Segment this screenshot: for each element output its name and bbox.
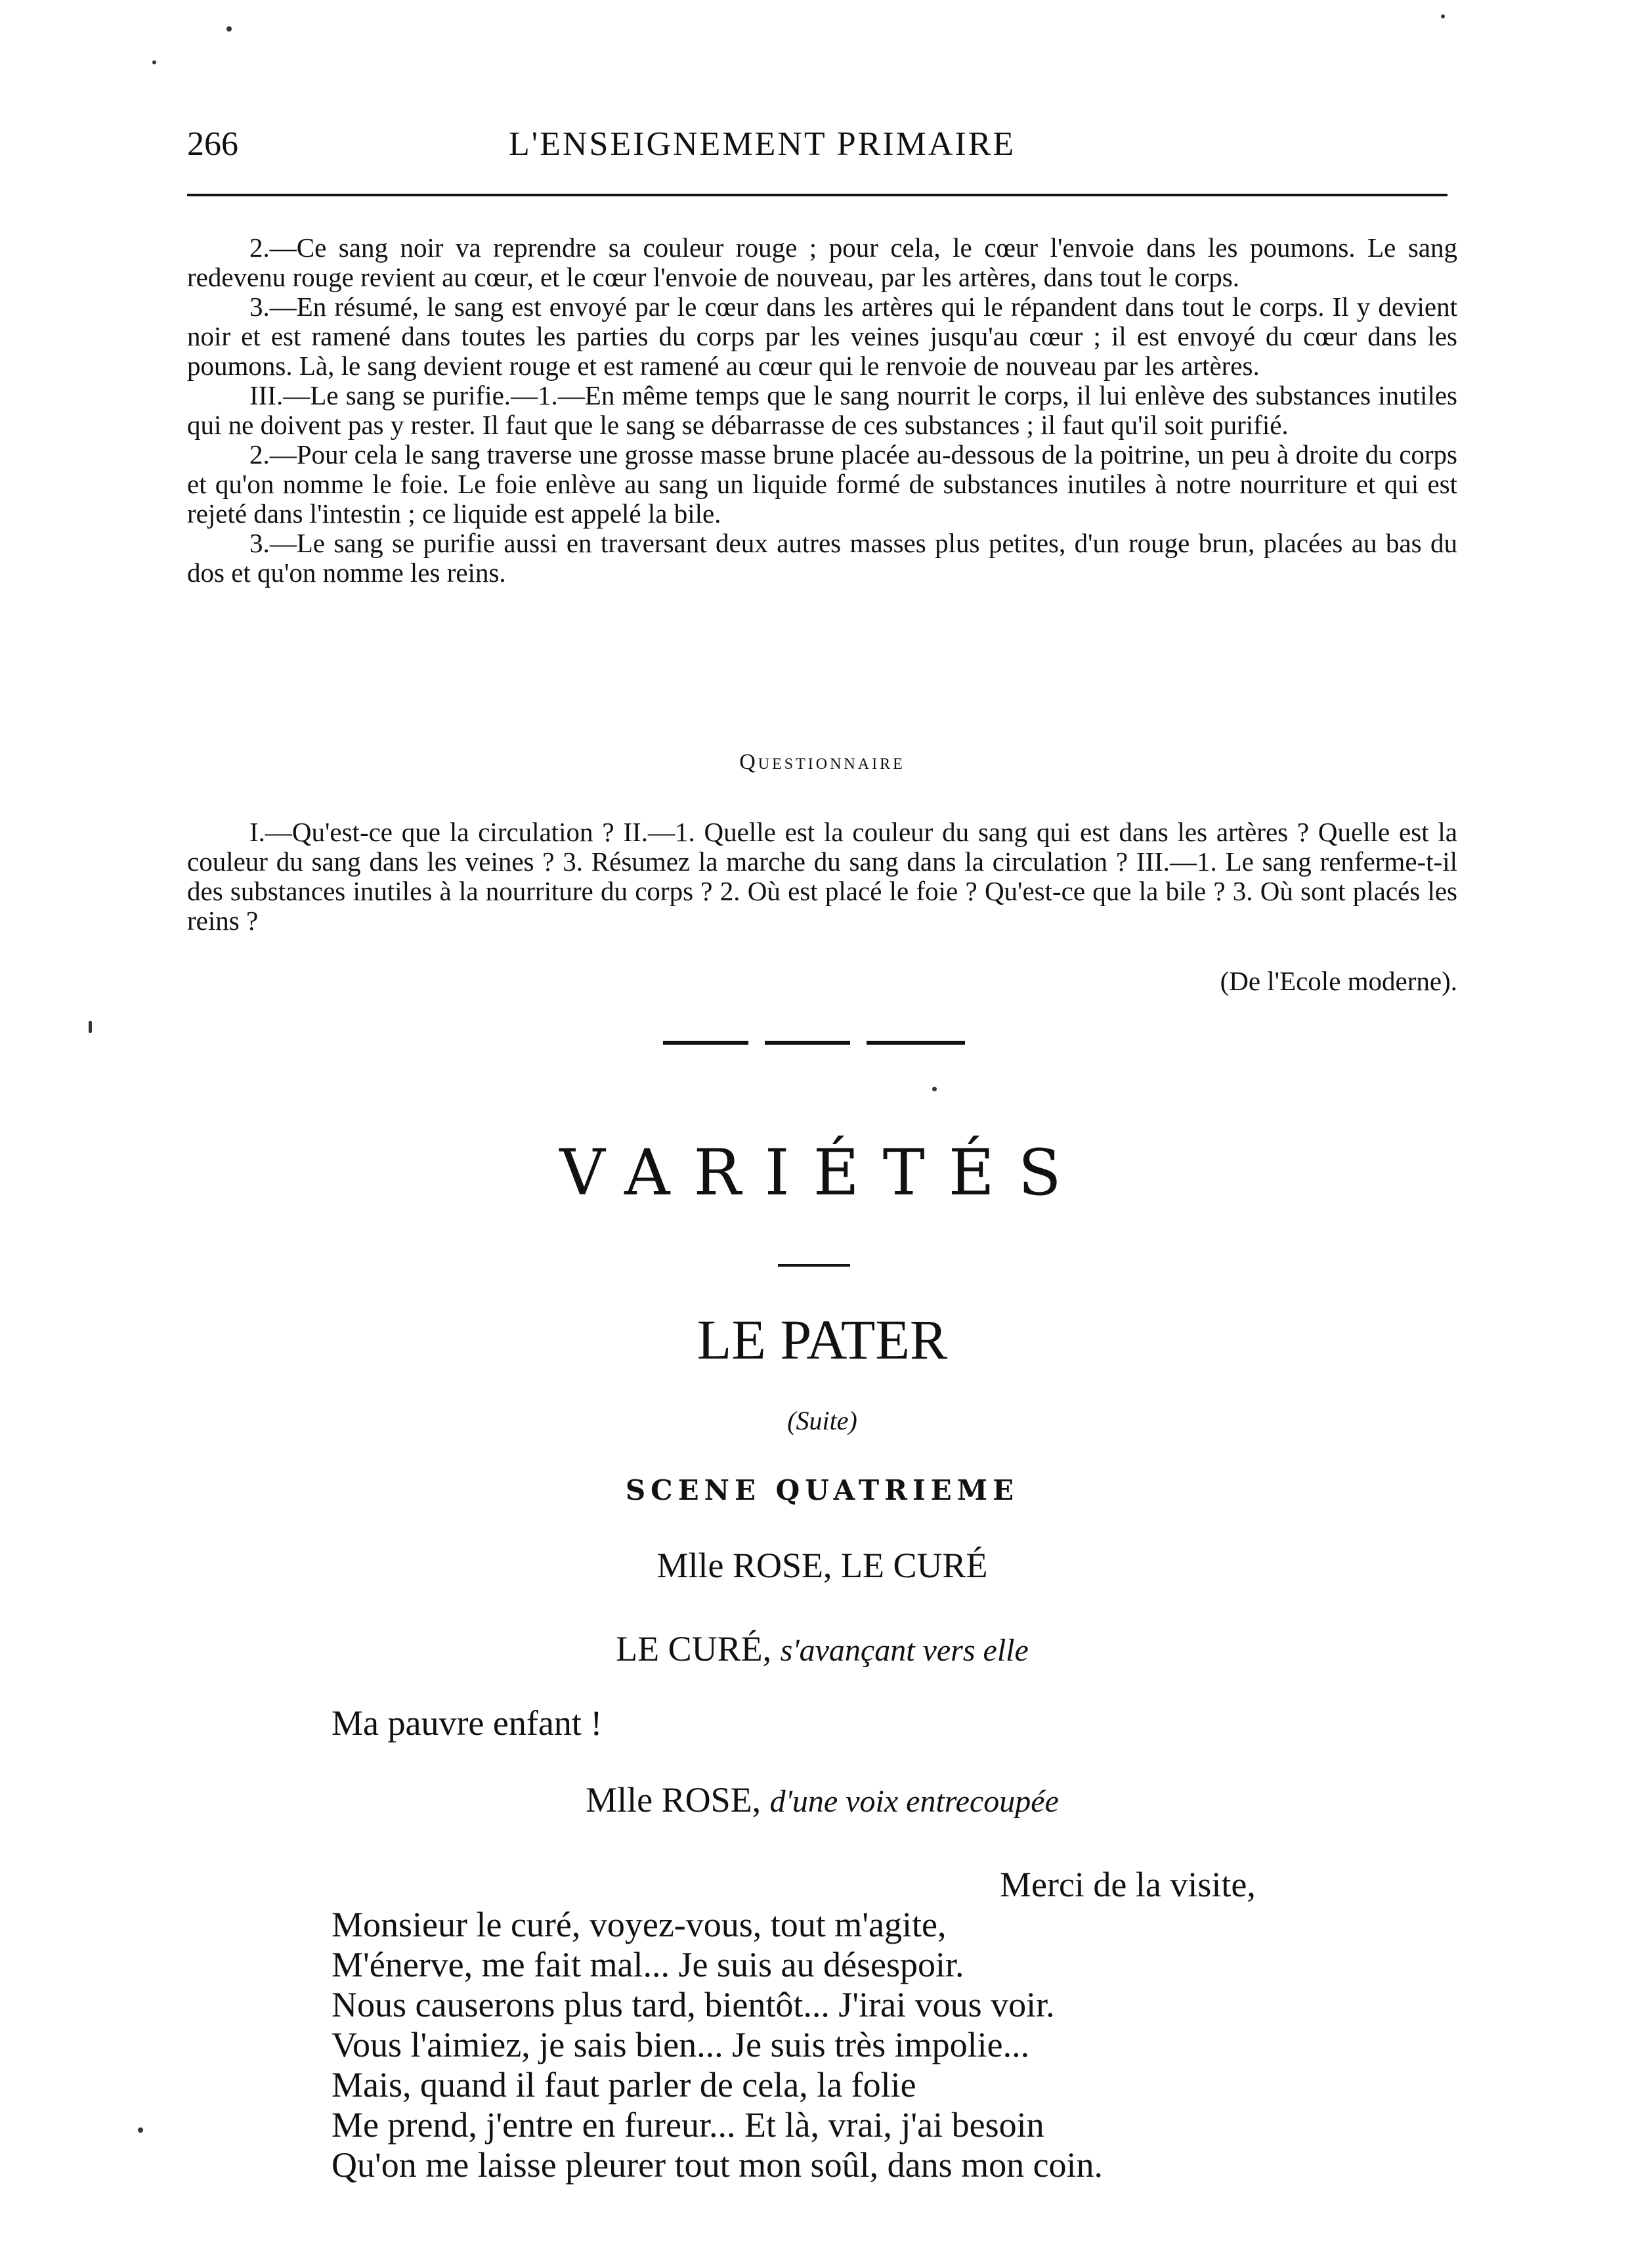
verse-line: Me prend, j'entre en fureur... Et là, vrai, j'ai besoin	[332, 2105, 1044, 2145]
verse-line: Nous causerons plus tard, bientôt... J'irai vous voir.	[332, 1985, 1055, 2024]
paragraph: 3.—En résumé, le sang est envoyé par le cœur dans les artères qui le répandent dans tout le corps. Il y devient noir et est ramené dans toutes les parties du corps par les veines jusqu'au cœur ; il est envoyé du cœur dans les poumons. Là, le sang devient rouge et est ramené au cœur qui le renvoie de nouveau par les artères.	[187, 292, 1457, 381]
section-title: VARIÉTÉS	[559, 1136, 1085, 1210]
verse-line: Monsieur le curé, voyez-vous, tout m'agite,	[332, 1905, 947, 1944]
scan-speck	[932, 1087, 937, 1091]
scan-speck	[226, 26, 232, 32]
speaker-heading	[187, 1628, 1457, 1669]
characters-list: Mlle ROSE, LE CURÉ	[656, 1546, 988, 1585]
paragraph: 2.—Ce sang noir va reprendre sa couleur rouge ; pour cela, le cœur l'envoie dans les poumons. Le sang redevenu rouge revient au cœur, et le cœur l'envoie de nouveau, par les artères, dans tout le corps.	[187, 232, 1457, 292]
speaker-name: LE CURÉ,	[616, 1629, 772, 1668]
scan-speck	[1441, 14, 1445, 18]
section-rule	[778, 1264, 850, 1267]
stage-direction: s'avançant vers elle	[780, 1633, 1029, 1668]
verse-line: Vous l'aimiez, je sais bien... Je suis très impolie...	[332, 2025, 1030, 2064]
paragraph: III.—Le sang se purifie.—1.—En même temps que le sang nourrit le corps, il lui enlève des substances inutiles qui ne doivent pas y rester. Il faut que le sang se débarrasse de ces substances ; il faut qu'il soit purifié.	[187, 380, 1457, 440]
questionnaire-title: Questionnaire	[739, 750, 905, 774]
scan-speck	[89, 1021, 92, 1033]
ornamental-rule	[663, 1041, 965, 1047]
scan-speck	[138, 2127, 143, 2133]
paragraph: 2.—Pour cela le sang traverse une grosse masse brune placée au-dessous de la poitrine, un peu à droite du corps et qu'on nomme le foie. Le foie enlève au sang un liquide formé de substances inutiles à notre nourriture et qui est rejeté dans l'intestin ; ce liquide est appelé la bile.	[187, 439, 1457, 529]
verse-line: Qu'on me laisse pleurer tout mon soûl, dans mon coin.	[332, 2145, 1104, 2185]
verse-line: Mais, quand il faut parler de cela, la folie	[332, 2065, 916, 2104]
paragraph: 3.—Le sang se purifie aussi en traversant deux autres masses plus petites, d'un rouge brun, placées au bas du dos et qu'on nomme les reins.	[187, 528, 1457, 588]
questionnaire-text: I.—Qu'est-ce que la circulation ? II.—1. Quelle est la couleur du sang qui est dans les artères ? Quelle est la couleur du sang dans les veines ? 3. Résumez la marche du sang dans la circulation ? III.—1. Le sang renferme-t-il des substances inutiles à la nourriture du corps ? 2. Où est placé le foie ? Qu'est-ce que la bile ? 3. Où sont placés les reins ?	[187, 817, 1457, 936]
scene-title: SCENE QUATRIEME	[625, 1474, 1019, 1506]
running-title: L'ENSEIGNEMENT PRIMAIRE	[509, 125, 1016, 163]
piece-title: LE PATER	[697, 1308, 948, 1371]
page-header	[187, 125, 1448, 177]
piece-subtitle: (Suite)	[787, 1406, 857, 1435]
header-rule	[187, 194, 1448, 196]
article-body	[187, 233, 1457, 588]
dialogue-line: Ma pauvre enfant !	[332, 1703, 603, 1743]
source-citation: (De l'Ecole moderne).	[1220, 966, 1457, 996]
scan-speck	[152, 60, 156, 64]
speaker-heading	[187, 1779, 1457, 1820]
speaker-name: Mlle ROSE,	[586, 1780, 761, 1820]
verse-line: Merci de la visite,	[1000, 1865, 1256, 1904]
stage-direction: d'une voix entrecoupée	[769, 1784, 1059, 1819]
verse-block	[332, 1865, 1316, 2185]
page-number: 266	[187, 125, 238, 163]
verse-line: M'énerve, me fait mal... Je suis au désespoir.	[332, 1945, 964, 1984]
